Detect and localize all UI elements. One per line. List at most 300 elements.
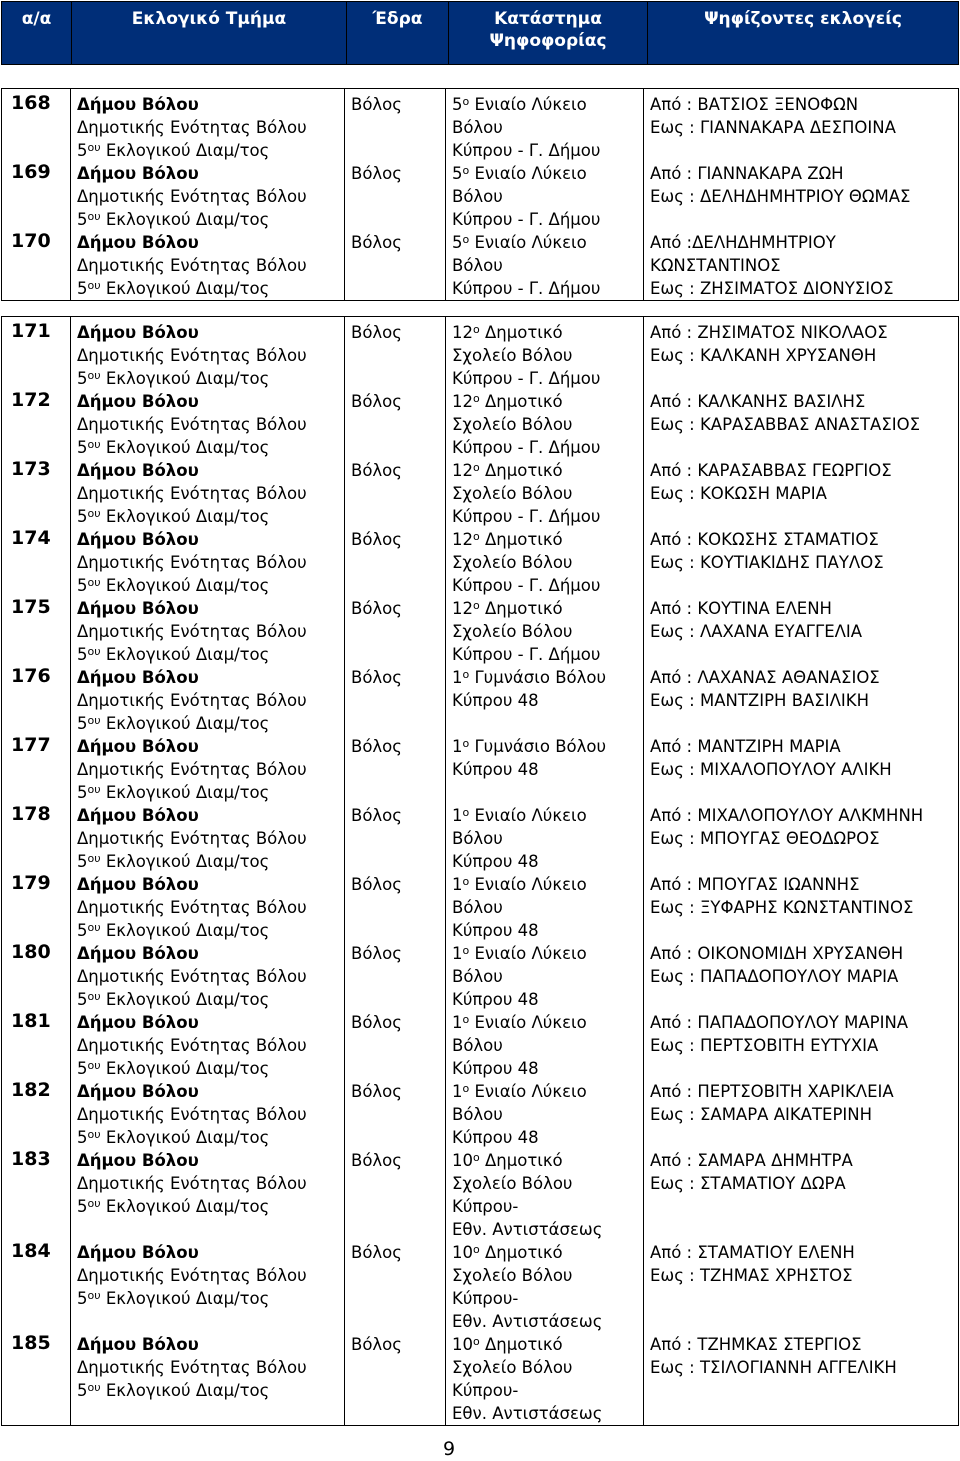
district-suffix: ου bbox=[87, 507, 101, 520]
district-label: Εκλογικού Διαμ/τος bbox=[100, 1128, 270, 1147]
voter-line: Εως : ΣΑΜΑΡΑ ΑΙΚΑΤΕΡΙΝΗ bbox=[650, 1105, 873, 1124]
section-name bbox=[77, 390, 344, 458]
header-aa: α/α bbox=[2, 2, 72, 65]
voter-line: Από : ΤΖΗΜΚΑΣ ΣΤΕΡΓΙΟΣ bbox=[650, 1335, 862, 1354]
store-line: Κύπρου 48 bbox=[452, 852, 539, 871]
municipal-unit: Δημοτικής Ενότητας Βόλου bbox=[77, 760, 307, 779]
seat: Βόλος bbox=[351, 875, 402, 894]
district-number: 5 bbox=[77, 1197, 88, 1216]
district-number: 5 bbox=[77, 438, 88, 457]
store-line: Βόλου bbox=[452, 1036, 503, 1055]
district-number: 5 bbox=[77, 1059, 88, 1078]
district-suffix: ου bbox=[87, 714, 101, 727]
section-name bbox=[77, 459, 344, 527]
store-name: Δημοτικό bbox=[479, 530, 563, 549]
voter-line: Εως : ΜΠΟΥΓΑΣ ΘΕΟΔΩΡΟΣ bbox=[650, 829, 880, 848]
header-voters: Ψηφίζοντες εκλογείς bbox=[648, 2, 959, 65]
district-suffix: ου bbox=[87, 210, 101, 223]
electoral-district bbox=[77, 208, 344, 231]
seat: Βόλος bbox=[351, 599, 402, 618]
voter-line: Εως : ΖΗΣΙΜΑΤΟΣ ΔΙΟΝΥΣΙΟΣ bbox=[650, 279, 894, 298]
municipal-unit: Δημοτικής Ενότητας Βόλου bbox=[77, 256, 307, 275]
store-line bbox=[452, 942, 643, 965]
store-number: 10 bbox=[452, 1243, 473, 1262]
polling-store bbox=[452, 597, 643, 665]
store-name: Ενιαίο Λύκειο bbox=[469, 875, 587, 894]
polling-store bbox=[452, 459, 643, 527]
district-suffix: ου bbox=[87, 369, 101, 382]
municipality: Δήμου Βόλου bbox=[77, 1151, 199, 1170]
store-line: Βόλου bbox=[452, 118, 503, 137]
store-suffix: ο bbox=[462, 668, 470, 681]
municipal-unit: Δημοτικής Ενότητας Βόλου bbox=[77, 187, 307, 206]
district-label: Εκλογικού Διαμ/τος bbox=[100, 141, 270, 160]
store-line bbox=[452, 321, 643, 344]
store-number: 1 bbox=[452, 875, 463, 894]
store-line: Σχολείο Βόλου bbox=[452, 622, 573, 641]
section-names bbox=[71, 89, 345, 301]
seat: Βόλος bbox=[351, 944, 402, 963]
seat: Βόλος bbox=[351, 1335, 402, 1354]
seat: Βόλος bbox=[351, 95, 402, 114]
municipality: Δήμου Βόλου bbox=[77, 233, 199, 252]
polling-store bbox=[452, 735, 643, 803]
district-number: 5 bbox=[77, 279, 88, 298]
store-line: Κύπρου - Γ. Δήμου bbox=[452, 279, 601, 298]
section-name bbox=[77, 1080, 344, 1148]
voter-line: Από : ΓΙΑΝΝΑΚΑΡΑ ΖΩΗ bbox=[650, 164, 844, 183]
store-number: 10 bbox=[452, 1151, 473, 1170]
header-seat: Έδρα bbox=[347, 2, 449, 65]
voter-line: Από : ΠΕΡΤΣΟΒΙΤΗ ΧΑΡΙΚΛΕΙΑ bbox=[650, 1082, 894, 1101]
sections-table-2 bbox=[1, 316, 959, 1426]
store-line: Κύπρου 48 bbox=[452, 990, 539, 1009]
municipal-unit: Δημοτικής Ενότητας Βόλου bbox=[77, 484, 307, 503]
municipal-unit: Δημοτικής Ενότητας Βόλου bbox=[77, 1358, 307, 1377]
section-number: 173 bbox=[11, 458, 51, 480]
seat: Βόλος bbox=[351, 806, 402, 825]
voter-line: Εως : ΔΕΛΗΔΗΜΗΤΡΙΟΥ ΘΩΜΑΣ bbox=[650, 187, 911, 206]
section-numbers bbox=[2, 89, 71, 301]
store-suffix: ο bbox=[473, 323, 480, 336]
store-number: 1 bbox=[452, 1082, 463, 1101]
section-number: 182 bbox=[11, 1079, 51, 1101]
store-name: Δημοτικό bbox=[479, 599, 563, 618]
district-suffix: ου bbox=[87, 1381, 101, 1394]
store-line: Κύπρου - Γ. Δήμου bbox=[452, 576, 601, 595]
store-suffix: ο bbox=[473, 1151, 480, 1164]
voter-range bbox=[650, 1149, 958, 1240]
seat: Βόλος bbox=[351, 233, 402, 252]
section-number: 169 bbox=[11, 161, 51, 183]
store-line bbox=[452, 93, 643, 116]
store-line: Κύπρου - Γ. Δήμου bbox=[452, 141, 601, 160]
header-section: Εκλογικό Τμήμα bbox=[72, 2, 347, 65]
voter-line: Από : ΜΙΧΑΛΟΠΟΥΛΟΥ ΑΛΚΜΗΝΗ bbox=[650, 806, 924, 825]
store-suffix: ο bbox=[473, 461, 480, 474]
section-numbers bbox=[2, 317, 71, 1426]
sections-table-1 bbox=[1, 88, 959, 301]
store-line: Κύπρου 48 bbox=[452, 1128, 539, 1147]
voter-range bbox=[650, 1011, 958, 1079]
store-line bbox=[452, 390, 643, 413]
voter-line: Εως : ΓΙΑΝΝΑΚΑΡΑ ΔΕΣΠΟΙΝΑ bbox=[650, 118, 896, 137]
store-line: Κύπρου - Γ. Δήμου bbox=[452, 210, 601, 229]
store-line: Βόλου bbox=[452, 898, 503, 917]
store-suffix: ο bbox=[462, 233, 470, 246]
district-suffix: ου bbox=[87, 576, 101, 589]
store-suffix: ο bbox=[473, 1335, 480, 1348]
municipal-unit: Δημοτικής Ενότητας Βόλου bbox=[77, 415, 307, 434]
section-name bbox=[77, 597, 344, 665]
sections-row bbox=[2, 317, 959, 1426]
polling-store bbox=[452, 1333, 643, 1424]
store-line: Σχολείο Βόλου bbox=[452, 553, 573, 572]
section-seats bbox=[345, 317, 446, 1426]
voter-line: Από : ΠΑΠΑΔΟΠΟΥΛΟΥ ΜΑΡΙΝΑ bbox=[650, 1013, 909, 1032]
district-suffix: ου bbox=[87, 1197, 101, 1210]
voter-range bbox=[650, 735, 958, 803]
section-voters bbox=[644, 317, 959, 1426]
section-number: 183 bbox=[11, 1148, 51, 1170]
store-line: Κύπρου- bbox=[452, 1289, 519, 1308]
section-name bbox=[77, 321, 344, 389]
store-suffix: ο bbox=[462, 1013, 470, 1026]
store-number: 1 bbox=[452, 737, 463, 756]
district-suffix: ου bbox=[87, 921, 101, 934]
store-line: Εθν. Αντιστάσεως bbox=[452, 1220, 603, 1239]
voter-line: Εως : ΜΑΝΤΖΙΡΗ ΒΑΣΙΛΙΚΗ bbox=[650, 691, 869, 710]
store-number: 10 bbox=[452, 1335, 473, 1354]
store-line bbox=[452, 528, 643, 551]
section-seats bbox=[345, 89, 446, 301]
section-number: 170 bbox=[11, 230, 51, 252]
voter-line: Εως : ΠΑΠΑΔΟΠΟΥΛΟΥ ΜΑΡΙΑ bbox=[650, 967, 899, 986]
electoral-district bbox=[77, 277, 344, 300]
voter-range bbox=[650, 942, 958, 1010]
seat: Βόλος bbox=[351, 1151, 402, 1170]
store-number: 12 bbox=[452, 599, 473, 618]
voter-line: Από : ΜΠΟΥΓΑΣ ΙΩΑΝΝΗΣ bbox=[650, 875, 860, 894]
section-number: 172 bbox=[11, 389, 51, 411]
store-line bbox=[452, 735, 643, 758]
seat: Βόλος bbox=[351, 530, 402, 549]
voter-line: Από : ΣΑΜΑΡΑ ΔΗΜΗΤΡΑ bbox=[650, 1151, 853, 1170]
store-name: Δημοτικό bbox=[479, 461, 563, 480]
district-label: Εκλογικού Διαμ/τος bbox=[100, 1059, 270, 1078]
district-label: Εκλογικού Διαμ/τος bbox=[100, 921, 270, 940]
electoral-district bbox=[77, 367, 344, 390]
store-line bbox=[452, 1080, 643, 1103]
store-line: Βόλου bbox=[452, 967, 503, 986]
section-name bbox=[77, 942, 344, 1010]
municipal-unit: Δημοτικής Ενότητας Βόλου bbox=[77, 967, 307, 986]
store-name: Δημοτικό bbox=[479, 392, 563, 411]
store-line bbox=[452, 666, 643, 689]
voter-line: Από : ΚΑΡΑΣΑΒΒΑΣ ΓΕΩΡΓΙΟΣ bbox=[650, 461, 892, 480]
store-number: 12 bbox=[452, 323, 473, 342]
municipality: Δήμου Βόλου bbox=[77, 944, 199, 963]
voter-range bbox=[650, 231, 958, 299]
section-stores bbox=[446, 89, 644, 301]
section-name bbox=[77, 93, 344, 161]
store-line: Κύπρου 48 bbox=[452, 921, 539, 940]
store-name: Δημοτικό bbox=[479, 1151, 563, 1170]
district-suffix: ου bbox=[87, 141, 101, 154]
municipality: Δήμου Βόλου bbox=[77, 530, 199, 549]
polling-store bbox=[452, 1080, 643, 1148]
seat: Βόλος bbox=[351, 737, 402, 756]
district-label: Εκλογικού Διαμ/τος bbox=[100, 1381, 270, 1400]
district-suffix: ου bbox=[87, 279, 101, 292]
district-label: Εκλογικού Διαμ/τος bbox=[100, 438, 270, 457]
store-suffix: ο bbox=[473, 530, 480, 543]
section-number: 185 bbox=[11, 1332, 51, 1354]
store-number: 1 bbox=[452, 944, 463, 963]
store-line: Σχολείο Βόλου bbox=[452, 484, 573, 503]
store-line: Κύπρου - Γ. Δήμου bbox=[452, 369, 601, 388]
district-suffix: ου bbox=[87, 783, 101, 796]
store-line bbox=[452, 804, 643, 827]
district-suffix: ου bbox=[87, 852, 101, 865]
section-number: 184 bbox=[11, 1240, 51, 1262]
municipal-unit: Δημοτικής Ενότητας Βόλου bbox=[77, 346, 307, 365]
seat: Βόλος bbox=[351, 461, 402, 480]
municipal-unit: Δημοτικής Ενότητας Βόλου bbox=[77, 622, 307, 641]
polling-store bbox=[452, 804, 643, 872]
voter-line: Εως : ΠΕΡΤΣΟΒΙΤΗ ΕΥΤΥΧΙΑ bbox=[650, 1036, 879, 1055]
store-line bbox=[452, 1011, 643, 1034]
municipality: Δήμου Βόλου bbox=[77, 1243, 199, 1262]
municipality: Δήμου Βόλου bbox=[77, 737, 199, 756]
district-number: 5 bbox=[77, 990, 88, 1009]
store-name: Δημοτικό bbox=[479, 323, 563, 342]
voter-range bbox=[650, 1333, 958, 1424]
voter-range bbox=[650, 321, 958, 389]
store-line: Κύπρου 48 bbox=[452, 691, 539, 710]
municipality: Δήμου Βόλου bbox=[77, 599, 199, 618]
polling-store bbox=[452, 528, 643, 596]
section-number: 178 bbox=[11, 803, 51, 825]
electoral-district bbox=[77, 1195, 344, 1218]
district-number: 5 bbox=[77, 921, 88, 940]
seat: Βόλος bbox=[351, 392, 402, 411]
district-suffix: ου bbox=[87, 1128, 101, 1141]
store-suffix: ο bbox=[462, 164, 470, 177]
voter-line: Από : ΚΟΚΩΣΗΣ ΣΤΑΜΑΤΙΟΣ bbox=[650, 530, 879, 549]
municipal-unit: Δημοτικής Ενότητας Βόλου bbox=[77, 829, 307, 848]
store-line bbox=[452, 1333, 643, 1356]
polling-store bbox=[452, 390, 643, 458]
store-line: Εθν. Αντιστάσεως bbox=[452, 1404, 603, 1423]
store-name: Δημοτικό bbox=[479, 1243, 563, 1262]
district-number: 5 bbox=[77, 783, 88, 802]
store-suffix: ο bbox=[473, 599, 480, 612]
store-suffix: ο bbox=[462, 95, 470, 108]
electoral-district bbox=[77, 781, 344, 804]
store-number: 1 bbox=[452, 1013, 463, 1032]
district-label: Εκλογικού Διαμ/τος bbox=[100, 645, 270, 664]
municipality: Δήμου Βόλου bbox=[77, 1013, 199, 1032]
polling-store bbox=[452, 1011, 643, 1079]
municipal-unit: Δημοτικής Ενότητας Βόλου bbox=[77, 1266, 307, 1285]
store-name: Ενιαίο Λύκειο bbox=[469, 95, 587, 114]
section-number: 181 bbox=[11, 1010, 51, 1032]
store-suffix: ο bbox=[462, 944, 470, 957]
voter-line: Εως : ΛΑΧΑΝΑ ΕΥΑΓΓΕΛΙΑ bbox=[650, 622, 863, 641]
store-name: Ενιαίο Λύκειο bbox=[469, 164, 587, 183]
municipal-unit: Δημοτικής Ενότητας Βόλου bbox=[77, 118, 307, 137]
electoral-district bbox=[77, 1057, 344, 1080]
store-line bbox=[452, 1149, 643, 1172]
store-suffix: ο bbox=[473, 1243, 480, 1256]
municipal-unit: Δημοτικής Ενότητας Βόλου bbox=[77, 898, 307, 917]
store-line: Σχολείο Βόλου bbox=[452, 1358, 573, 1377]
store-line bbox=[452, 597, 643, 620]
municipality: Δήμου Βόλου bbox=[77, 875, 199, 894]
district-number: 5 bbox=[77, 1381, 88, 1400]
store-line: Κύπρου- bbox=[452, 1197, 519, 1216]
voter-line: Εως : ΞΥΦΑΡΗΣ ΚΩΝΣΤΑΝΤΙΝΟΣ bbox=[650, 898, 914, 917]
voter-line: Εως : ΜΙΧΑΛΟΠΟΥΛΟΥ ΑΛΙΚΗ bbox=[650, 760, 892, 779]
electoral-district bbox=[77, 643, 344, 666]
voter-range bbox=[650, 804, 958, 872]
section-number: 180 bbox=[11, 941, 51, 963]
voter-line: Από :ΔΕΛΗΔΗΜΗΤΡΙΟΥ bbox=[650, 233, 836, 252]
store-name: Ενιαίο Λύκειο bbox=[469, 806, 587, 825]
electoral-district bbox=[77, 850, 344, 873]
polling-store bbox=[452, 1149, 643, 1240]
electoral-district bbox=[77, 1287, 344, 1310]
municipal-unit: Δημοτικής Ενότητας Βόλου bbox=[77, 1105, 307, 1124]
district-label: Εκλογικού Διαμ/τος bbox=[100, 279, 270, 298]
store-number: 5 bbox=[452, 95, 463, 114]
store-line: Σχολείο Βόλου bbox=[452, 415, 573, 434]
voter-range bbox=[650, 666, 958, 734]
district-label: Εκλογικού Διαμ/τος bbox=[100, 990, 270, 1009]
seat: Βόλος bbox=[351, 1082, 402, 1101]
voter-line: Από : ΖΗΣΙΜΑΤΟΣ ΝΙΚΟΛΑΟΣ bbox=[650, 323, 888, 342]
store-line: Κύπρου 48 bbox=[452, 760, 539, 779]
seat: Βόλος bbox=[351, 1243, 402, 1262]
store-line bbox=[452, 162, 643, 185]
district-number: 5 bbox=[77, 1289, 88, 1308]
store-line: Κύπρου 48 bbox=[452, 1059, 539, 1078]
polling-store bbox=[452, 162, 643, 230]
electoral-district bbox=[77, 1126, 344, 1149]
section-name bbox=[77, 1011, 344, 1079]
voter-line: Εως : ΤΣΙΛΟΓΙΑΝΝΗ ΑΓΓΕΛΙΚΗ bbox=[650, 1358, 897, 1377]
section-names bbox=[71, 317, 345, 1426]
municipality: Δήμου Βόλου bbox=[77, 95, 199, 114]
store-line: Κύπρου - Γ. Δήμου bbox=[452, 438, 601, 457]
district-number: 5 bbox=[77, 714, 88, 733]
voter-line: Εως : ΚΟΥΤΙΑΚΙΔΗΣ ΠΑΥΛΟΣ bbox=[650, 553, 884, 572]
district-label: Εκλογικού Διαμ/τος bbox=[100, 1197, 270, 1216]
store-line: Κύπρου- bbox=[452, 1381, 519, 1400]
district-label: Εκλογικού Διαμ/τος bbox=[100, 576, 270, 595]
municipality: Δήμου Βόλου bbox=[77, 461, 199, 480]
district-suffix: ου bbox=[87, 645, 101, 658]
store-name: Γυμνάσιο Βόλου bbox=[469, 668, 607, 687]
store-line: Σχολείο Βόλου bbox=[452, 1174, 573, 1193]
voter-range bbox=[650, 390, 958, 458]
voter-range bbox=[650, 597, 958, 665]
electoral-district bbox=[77, 139, 344, 162]
electoral-district bbox=[77, 436, 344, 459]
section-name bbox=[77, 1241, 344, 1332]
district-suffix: ου bbox=[87, 438, 101, 451]
store-number: 1 bbox=[452, 806, 463, 825]
voter-line: Από : ΜΑΝΤΖΙΡΗ ΜΑΡΙΑ bbox=[650, 737, 841, 756]
section-name bbox=[77, 873, 344, 941]
municipal-unit: Δημοτικής Ενότητας Βόλου bbox=[77, 1174, 307, 1193]
header-row bbox=[2, 2, 959, 65]
voter-line: Εως : ΚΑΛΚΑΝΗ ΧΡΥΣΑΝΘΗ bbox=[650, 346, 877, 365]
store-line: Σχολείο Βόλου bbox=[452, 346, 573, 365]
district-number: 5 bbox=[77, 210, 88, 229]
store-number: 12 bbox=[452, 530, 473, 549]
municipal-unit: Δημοτικής Ενότητας Βόλου bbox=[77, 691, 307, 710]
store-suffix: ο bbox=[462, 806, 470, 819]
district-label: Εκλογικού Διαμ/τος bbox=[100, 852, 270, 871]
store-number: 5 bbox=[452, 233, 463, 252]
municipality: Δήμου Βόλου bbox=[77, 323, 199, 342]
voter-line: Εως : ΚΟΚΩΣΗ ΜΑΡΙΑ bbox=[650, 484, 827, 503]
store-line: Εθν. Αντιστάσεως bbox=[452, 1312, 603, 1331]
store-name: Ενιαίο Λύκειο bbox=[469, 1013, 587, 1032]
polling-store bbox=[452, 873, 643, 941]
district-number: 5 bbox=[77, 141, 88, 160]
voter-line: Από : ΟΙΚΟΝΟΜΙΔΗ ΧΡΥΣΑΝΘΗ bbox=[650, 944, 904, 963]
store-line: Κύπρου - Γ. Δήμου bbox=[452, 507, 601, 526]
header-store: Κατάστημα Ψηφοφορίας bbox=[449, 2, 648, 65]
store-line: Βόλου bbox=[452, 256, 503, 275]
voter-line: Εως : ΚΑΡΑΣΑΒΒΑΣ ΑΝΑΣΤΑΣΙΟΣ bbox=[650, 415, 921, 434]
voter-line: Από : ΛΑΧΑΝΑΣ ΑΘΑΝΑΣΙΟΣ bbox=[650, 668, 880, 687]
section-name bbox=[77, 1149, 344, 1240]
voter-line: Εως : ΤΖΗΜΑΣ ΧΡΗΣΤΟΣ bbox=[650, 1266, 853, 1285]
section-name bbox=[77, 666, 344, 734]
store-line: Βόλου bbox=[452, 1105, 503, 1124]
store-line: Σχολείο Βόλου bbox=[452, 1266, 573, 1285]
district-label: Εκλογικού Διαμ/τος bbox=[100, 210, 270, 229]
voter-range bbox=[650, 1080, 958, 1148]
district-suffix: ου bbox=[87, 1059, 101, 1072]
voter-range bbox=[650, 459, 958, 527]
seat: Βόλος bbox=[351, 164, 402, 183]
store-line: Βόλου bbox=[452, 829, 503, 848]
district-label: Εκλογικού Διαμ/τος bbox=[100, 783, 270, 802]
section-name bbox=[77, 804, 344, 872]
district-label: Εκλογικού Διαμ/τος bbox=[100, 1289, 270, 1308]
store-line bbox=[452, 1241, 643, 1264]
electoral-district bbox=[77, 505, 344, 528]
seat: Βόλος bbox=[351, 323, 402, 342]
sections-row bbox=[2, 89, 959, 301]
section-name bbox=[77, 231, 344, 299]
store-number: 12 bbox=[452, 461, 473, 480]
municipal-unit: Δημοτικής Ενότητας Βόλου bbox=[77, 1036, 307, 1055]
electoral-district bbox=[77, 988, 344, 1011]
section-number: 179 bbox=[11, 872, 51, 894]
district-number: 5 bbox=[77, 645, 88, 664]
store-name: Ενιαίο Λύκειο bbox=[469, 233, 587, 252]
store-suffix: ο bbox=[462, 737, 470, 750]
store-line bbox=[452, 873, 643, 896]
section-number: 176 bbox=[11, 665, 51, 687]
municipality: Δήμου Βόλου bbox=[77, 1335, 199, 1354]
